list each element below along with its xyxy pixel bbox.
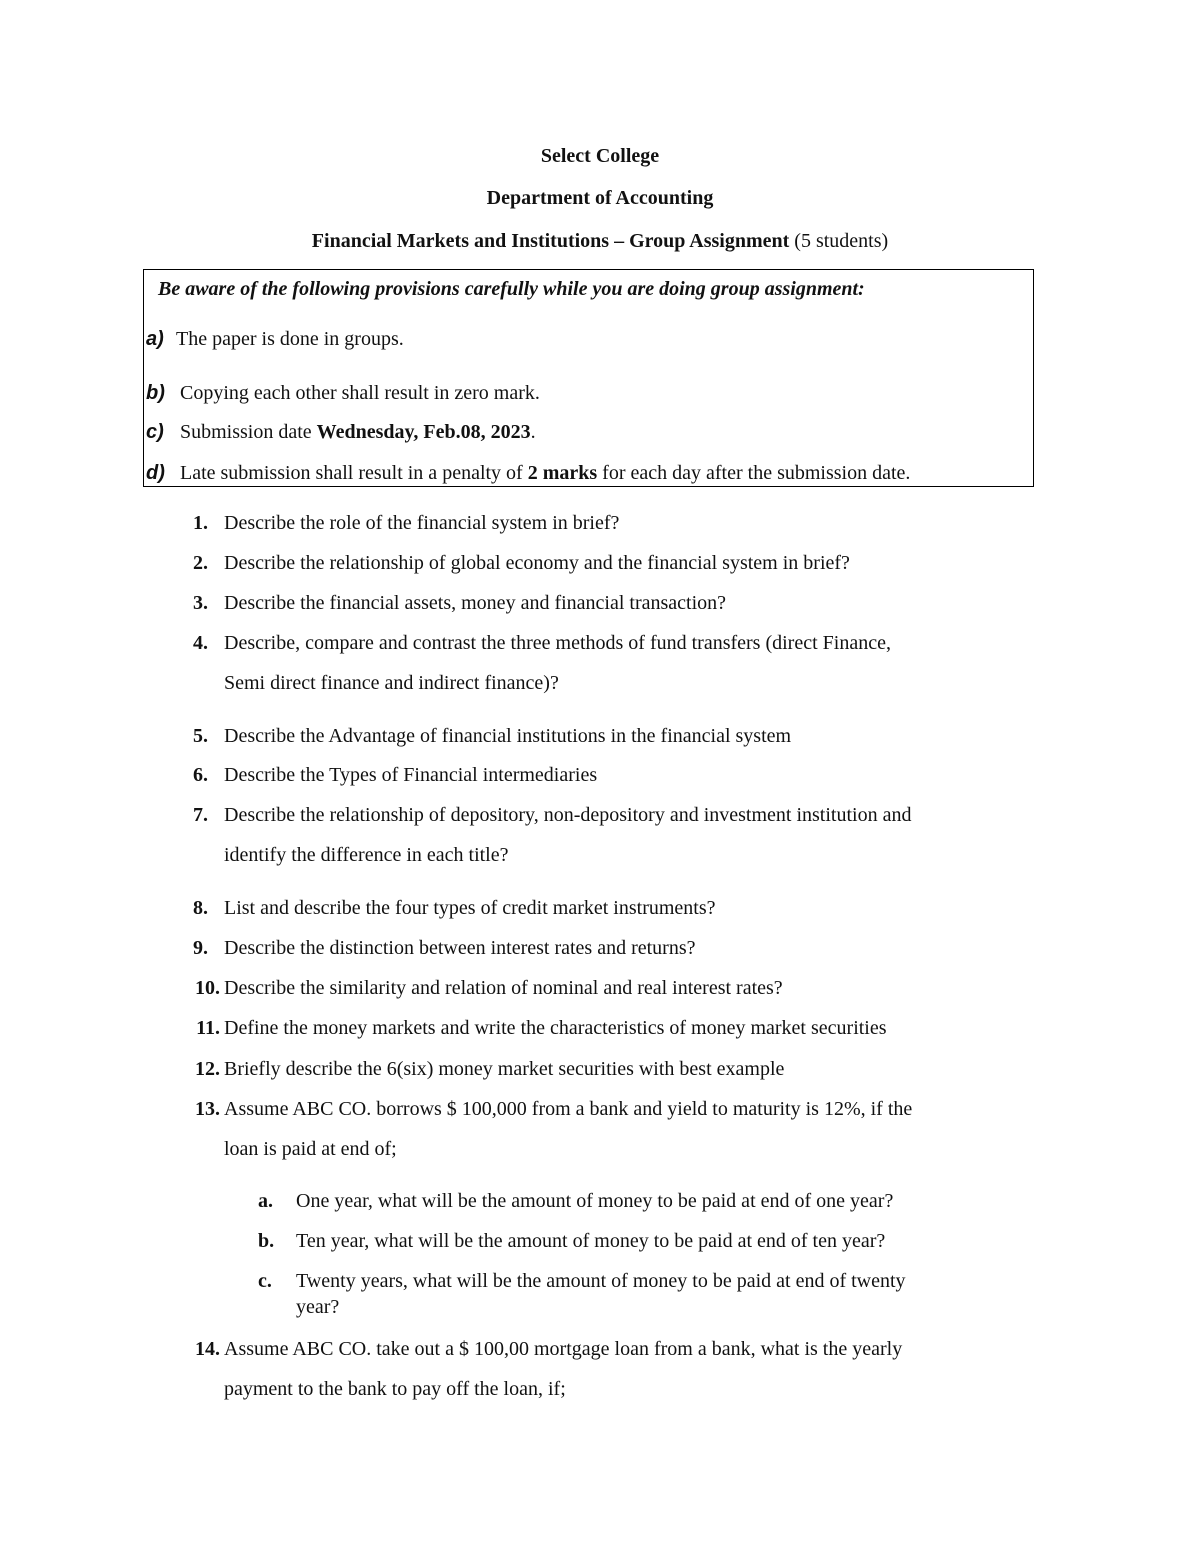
provision-item: b) Copying each other shall result in zero mark. [146,382,540,404]
provision-item: a) The paper is done in groups. [146,328,404,350]
provisions-warning: Be aware of the following provisions carefully while you are doing group assignment: [158,278,865,300]
document-page: Select College Department of Accounting Financial Markets and Institutions – Group Assignment (5 students) Be aware of the following provisions carefully while you are doing group assignment: a) The paper is done in groups. b) Copying each other shall result in zero mark. c) Submission date Wednesday, Feb.08, 2023. d) Late submission shall result in a penalty of 2 marks for each day after the submission date. 1. Describe the role of the financial system in brief? 2. Describe the relationship of global economy and the financial system in brief? 3. Describe the financial assets, money and financial transaction? 4. Describe, compare and contrast the three methods of fund transfers (direct Finance, Semi direct finance and indirect finance)? 5. Describe the Advantage of financial institutions in the financial system 6. Describe the Types of Financial intermediaries 7. Describe the relationship of depository, non-depository and investment institution and identify the difference in each title? 8. List and describe the four types of credit market instruments? 9. Describe the distinction between interest rates and returns? 10. Describe the similarity and relation of nominal and real interest rates? 11. Define the money markets and write the characteristics of money market securities 12. Briefly describe the 6(six) money market securities with best example 13. Assume ABC CO. borrows $ 100,000 from a bank and yield to maturity is 12%, if the loan is paid at end of; a. One year, what will be the amount of money to be paid at end of one year? b. Ten year, what will be the amount of money to be paid at end of ten year? c. Twenty years, what will be the amount of money to be paid at end of twenty year? 14. Assume ABC CO. take out a $ 100,00 mortgage loan from a bank, what is the yearly payment to the bank to pay off the loan, if; [0,0,1200,1553]
provision-item: d) Late submission shall result in a penalty of 2 marks for each day after the submission date. [146,462,911,484]
provisions-box [143,269,1034,487]
college-name: Select College [540,145,660,167]
course-title: Financial Markets and Institutions – Group Assignment (5 students) [311,230,889,252]
provision-item: c) Submission date Wednesday, Feb.08, 2023. [146,421,536,443]
department-name: Department of Accounting [486,187,714,209]
